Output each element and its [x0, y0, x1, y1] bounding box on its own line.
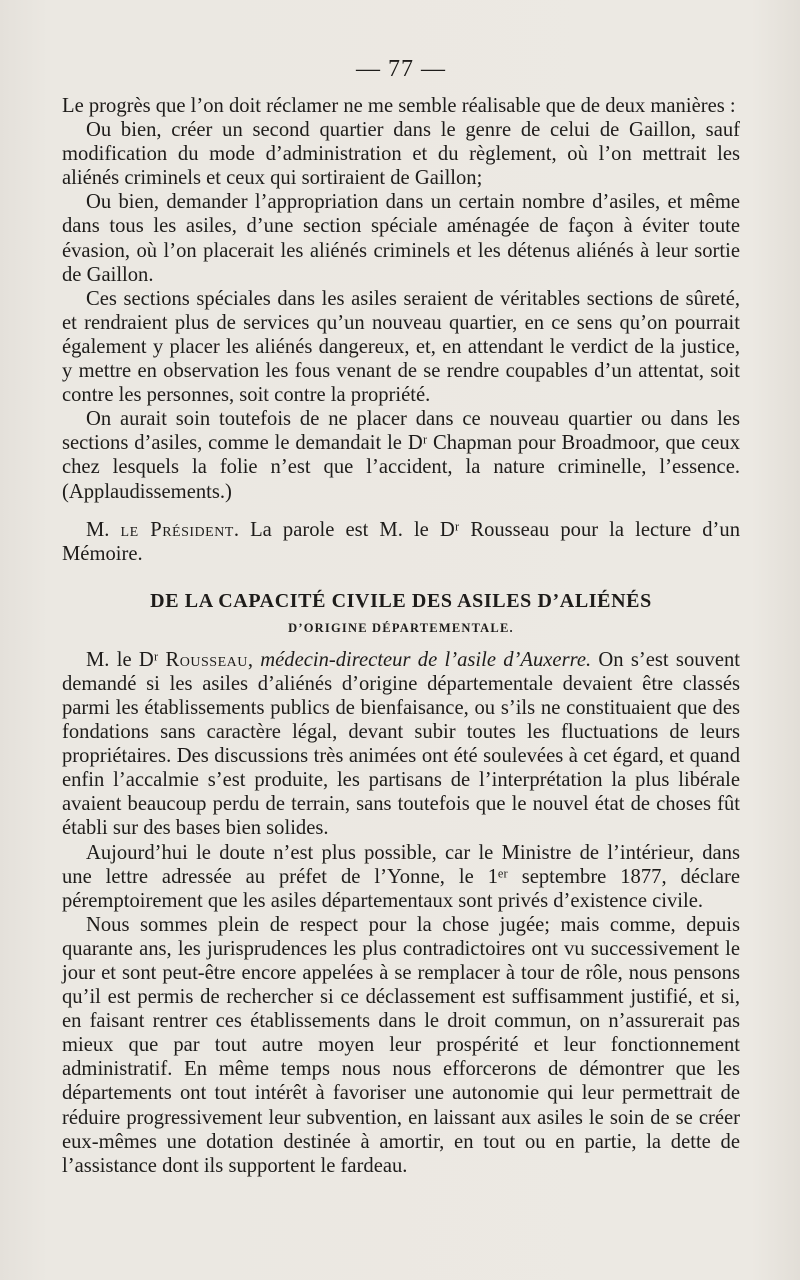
- paragraph: Ces sections spéciales dans les asiles seraient de véritables sections de sûreté, et rendraient plus de services qu’un nouveau quartier, en ce sens qu’on pourrait également y placer les aliénés dangereux, et, en attendant le verdict de la justice, y mettre en observation les fous venant de se rendre coupables d’un attentat, soit contre les personnes, soit contre la propriété.: [62, 287, 740, 407]
- president-paragraph: [62, 518, 740, 566]
- president-title: le Président: [120, 518, 234, 541]
- paragraph: On aurait soin toutefois de ne placer dans ce nouveau quartier ou dans les sections d’asiles, comme le demandait le Dʳ Chapman pour Broadmoor, que ceux chez lesquels la folie n’est que l’accident, la nature criminelle, l’essence. (Applaudissements.): [62, 408, 740, 503]
- author-paragraph: [62, 648, 740, 841]
- author-comma: ,: [247, 648, 261, 671]
- page-content: [62, 56, 740, 1178]
- paragraph: Aujourd’hui le doute n’est plus possible, car le Ministre de l’intérieur, dans une lettre adressée au préfet de l’Yonne, le 1ᵉʳ septembre 1877, déclare péremptoirement que les asiles départementaux sont privés d’existence civile.: [62, 841, 740, 912]
- paragraph: Le progrès que l’on doit réclamer ne me semble réalisable que de deux manières :: [62, 95, 736, 117]
- author-name: Rousseau: [165, 648, 248, 671]
- paragraph: Nous sommes plein de respect pour la chose jugée; mais comme, depuis quarante ans, les jurisprudences les plus contradictoires ont vu successivement le jour et sont peut-être encore appelées à se remplacer à tour de rôle, nous pensons qu’il est permis de rechercher si ce déclassement est suffisamment justifié, et si, en faisant rentrer ces établissements dans le droit commun, on n’assurerait pas mieux que par tout autre moyen leur prospérité et leur fonctionnement administratif. En même temps nous nous efforcerons de démontrer que les départements ont tout intérêt à favoriser une autonomie qui leur permettrait de réduire progressivement leur subvention, en laissant aux asiles le soin de se créer eux-mêmes une dotation destinée à amortir, en tout ou en partie, la dette de l’assistance dont ils supportent le fardeau.: [62, 913, 740, 1177]
- author-text: On s’est souvent demandé si les asiles d’aliénés d’origine départementale devaient être classés parmi les établissements publics de bienfaisance, ou s’ils ne constituaient que des fondations sans caractère légal, devant subir toutes les fluctuations de leurs propriétaires. Des discussions très animées ont été soulevées à cet égard, et quand enfin l’accalmie s’est produite, les partisans de l’interprétation la plus libérale avaient beaucoup perdu de terrain, sans toutefois que le nouvel état de choses fût établi sur des bases bien solides.: [62, 648, 740, 840]
- section-subheading: D’ORIGINE DÉPARTEMENTALE.: [288, 620, 514, 635]
- paragraph: Ou bien, créer un second quartier dans le genre de celui de Gaillon, sauf modification du mode d’administration et du règlement, où l’on mettrait les aliénés criminels et ceux qui sortiraient de Gaillon;: [62, 119, 740, 190]
- president-prefix: M.: [86, 518, 121, 541]
- author-role: médecin-directeur de l’asile d’Auxerre.: [260, 648, 592, 671]
- section-heading: DE LA CAPACITÉ CIVILE DES ASILES D’ALIÉNÉS: [150, 589, 652, 612]
- author-prefix: M. le Dʳ: [86, 648, 166, 671]
- paragraph: Ou bien, demander l’appropriation dans un certain nombre d’asiles, et même dans tous les asiles, d’une section spéciale aménagée de façon à éviter toute évasion, où l’on placerait les aliénés criminels et les détenus aliénés à leur sortie de Gaillon.: [62, 191, 740, 286]
- page-number: — 77 —: [356, 56, 446, 82]
- president-text: . La parole est M. le Dʳ Rousseau pour la lecture d’un Mémoire.: [62, 518, 740, 565]
